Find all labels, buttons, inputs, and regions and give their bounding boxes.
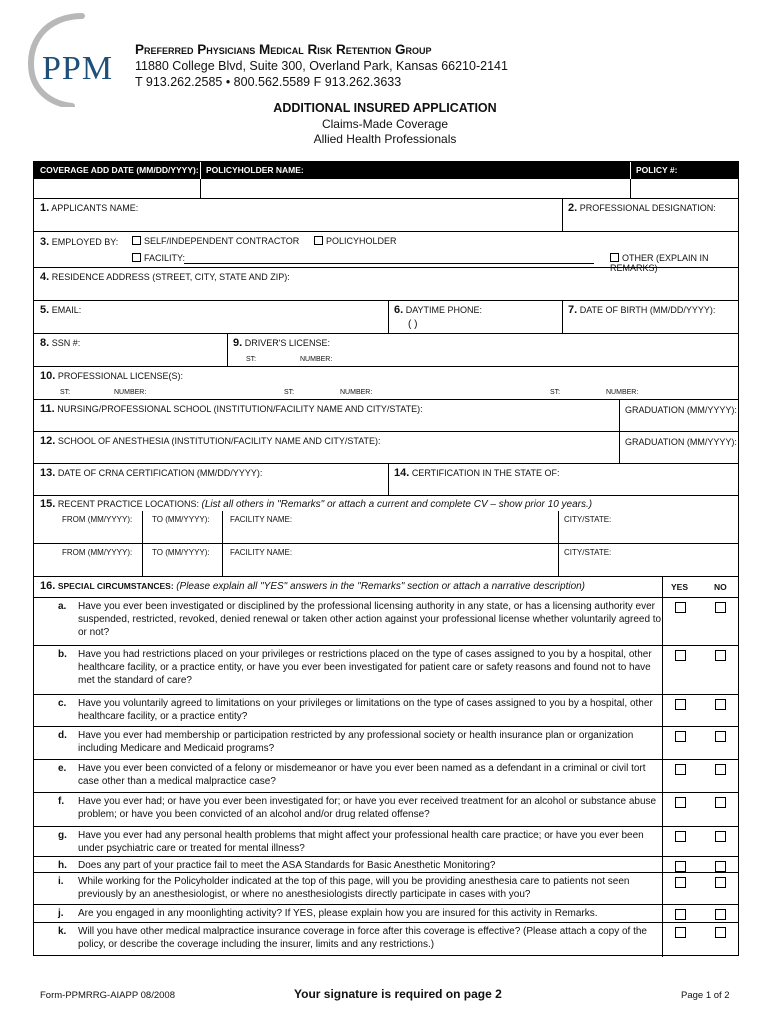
- dob-label: DATE OF BIRTH (MM/DD/YYYY):: [579, 305, 716, 315]
- nursing-school-label: NURSING/PROFESSIONAL SCHOOL (INSTITUTION/FACILITY NAME AND CITY/STATE):: [57, 404, 423, 414]
- org-address: 11880 College Blvd, Suite 300, Overland Park, Kansas 66210-2141: [135, 59, 508, 73]
- cert-state-label: CERTIFICATION IN THE STATE OF:: [411, 468, 560, 478]
- question-row: [34, 856, 738, 872]
- drivers-license-label: DRIVER'S LICENSE:: [244, 338, 330, 348]
- special-circumstances-note: (Please explain all "YES" answers in the "Remarks" section or attach a narrative description): [176, 581, 586, 592]
- policy-number-label: POLICY #:: [636, 165, 678, 175]
- question-row: [34, 726, 738, 759]
- row-1-2[interactable]: 1. APPLICANTS NAME: 2. PROFESSIONAL DESIGNATION:: [34, 198, 738, 231]
- question-text: Have you ever had membership or participation restricted by any professional society or health insurance plan or organization including Medicare and Medicaid programs?: [78, 730, 634, 754]
- question-letter: e.: [58, 763, 67, 774]
- professional-license-label: PROFESSIONAL LICENSE(S):: [57, 371, 184, 381]
- question-text: Have you ever had any personal health problems that might affect your professional health care practice; or have you ever been under psychiatric care or treated for mental illness?: [78, 830, 644, 854]
- org-phones: T 913.262.2585 • 800.562.5589 F 913.262.3633: [135, 75, 402, 89]
- no-checkbox[interactable]: [715, 699, 726, 710]
- email-label: EMAIL:: [51, 305, 82, 315]
- question-text: Are you engaged in any moonlighting activity? If YES, please explain how you are insured for this activity in Remarks.: [78, 908, 598, 919]
- yes-checkbox[interactable]: [675, 877, 686, 888]
- coverage-input-row[interactable]: [34, 179, 738, 198]
- no-checkbox[interactable]: [715, 861, 726, 872]
- row-10[interactable]: 10. PROFESSIONAL LICENSE(S): ST: NUMBER: ST: NUMBER: ST: NUMBER:: [34, 366, 738, 399]
- question-row: [34, 645, 738, 694]
- question-row: [34, 597, 738, 645]
- practice-location-row-2[interactable]: FROM (MM/YYYY): TO (MM/YYYY): FACILITY NAME: CITY/STATE:: [34, 543, 738, 576]
- question-letter: b.: [58, 649, 67, 660]
- no-checkbox[interactable]: [715, 877, 726, 888]
- question-text: Will you have other medical malpractice insurance coverage in force after this coverage is effective? (Please attach a copy of the policy, or describe the coverage including the insurer, limits and any restrictions.): [78, 926, 647, 950]
- self-contractor-checkbox[interactable]: [132, 236, 141, 245]
- yes-checkbox[interactable]: [675, 927, 686, 938]
- yes-header: YES: [671, 582, 689, 592]
- form-title: ADDITIONAL INSURED APPLICATION: [273, 101, 497, 115]
- question-row: [34, 759, 738, 792]
- letterhead: [22, 12, 752, 102]
- ppm-logo: PPM: [22, 12, 132, 107]
- yes-checkbox[interactable]: [675, 602, 686, 613]
- special-circumstances-label: SPECIAL CIRCUMSTANCES:: [57, 581, 174, 591]
- graduation-label-11: GRADUATION (MM/YYYY):: [625, 405, 737, 415]
- row-3: 3. EMPLOYED BY: SELF/INDEPENDENT CONTRACTOR POLICYHOLDER FACILITY: OTHER (EXPLAIN IN REMARKS): [34, 231, 738, 267]
- facility-field[interactable]: [184, 263, 594, 264]
- yes-checkbox[interactable]: [675, 764, 686, 775]
- designation-label: PROFESSIONAL DESIGNATION:: [579, 203, 716, 213]
- question-row: [34, 904, 738, 922]
- self-contractor-option[interactable]: SELF/INDEPENDENT CONTRACTOR: [132, 236, 299, 246]
- facility-checkbox[interactable]: [132, 253, 141, 262]
- question-letter: j.: [58, 908, 64, 919]
- no-checkbox[interactable]: [715, 797, 726, 808]
- question-text: Have you ever been investigated or disciplined by the professional licensing authority in any state, or has a licensing authority ever suspended, restricted, revoked, denied renewal or taken other action against your professional license whether voluntarily agreed to or not?: [78, 601, 662, 638]
- form-subtitle-2: Allied Health Professionals: [313, 132, 457, 146]
- question-letter: f.: [58, 796, 65, 807]
- yes-checkbox[interactable]: [675, 699, 686, 710]
- question-row: [34, 872, 738, 904]
- phone-area-code: ( ): [408, 319, 418, 330]
- no-checkbox[interactable]: [715, 731, 726, 742]
- yes-checkbox[interactable]: [675, 650, 686, 661]
- no-checkbox[interactable]: [715, 650, 726, 661]
- question-letter: h.: [58, 860, 67, 871]
- no-header: NO: [714, 582, 727, 592]
- application-form: [33, 161, 739, 956]
- row-13-14[interactable]: 13. DATE OF CRNA CERTIFICATION (MM/DD/YYYY): 14. CERTIFICATION IN THE STATE OF:: [34, 463, 738, 495]
- question-text: While working for the Policyholder indicated at the top of this page, will you be providing anesthesia care to patients not seen previously by an anesthesiologist, or where no anesthesiologists directly participate in cases with you?: [78, 876, 630, 900]
- org-name: Preferred Physicians Medical Risk Retention Group: [135, 42, 432, 57]
- form-subtitle-1: Claims-Made Coverage: [321, 117, 449, 131]
- question-row: [34, 826, 738, 856]
- row-8-9[interactable]: 8. SSN #: 9. DRIVER'S LICENSE: ST: NUMBER:: [34, 333, 738, 366]
- row-12[interactable]: 12. SCHOOL OF ANESTHESIA (INSTITUTION/FACILITY NAME AND CITY/STATE): GRADUATION (MM/YYYY):: [34, 431, 738, 463]
- question-text: Have you voluntarily agreed to limitations on your privileges or limitations on the type of cases assigned to you by a hospital, other healthcare facility, or a practice entity?: [78, 698, 653, 722]
- policyholder-label: POLICYHOLDER NAME:: [206, 165, 304, 175]
- signature-notice: Your signature is required on page 2: [294, 987, 502, 1001]
- other-option[interactable]: OTHER (EXPLAIN IN REMARKS): [610, 253, 709, 273]
- no-checkbox[interactable]: [715, 764, 726, 775]
- crna-cert-label: DATE OF CRNA CERTIFICATION (MM/DD/YYYY):: [57, 468, 263, 478]
- no-checkbox[interactable]: [715, 909, 726, 920]
- no-checkbox[interactable]: [715, 831, 726, 842]
- question-text: Does any part of your practice fail to meet the ASA Standards for Basic Anesthetic Monitoring?: [78, 860, 496, 871]
- question-text: Have you had restrictions placed on your privileges or restrictions placed on the type of cases assigned to you by a hospital, other healthcare facility, or a practice entity, or have you ever been investigated for patient care or safety reasons and found not to have met the standard of care?: [78, 649, 652, 686]
- question-row: [34, 922, 738, 958]
- question-letter: g.: [58, 830, 67, 841]
- daytime-phone-label: DAYTIME PHONE:: [405, 305, 483, 315]
- question-letter: d.: [58, 730, 67, 741]
- residence-label: RESIDENCE ADDRESS (STREET, CITY, STATE AND ZIP):: [51, 272, 290, 282]
- question-row: [34, 694, 738, 726]
- yes-checkbox[interactable]: [675, 831, 686, 842]
- question-letter: a.: [58, 601, 67, 612]
- yes-checkbox[interactable]: [675, 731, 686, 742]
- row-4[interactable]: 4. RESIDENCE ADDRESS (STREET, CITY, STATE AND ZIP):: [34, 267, 738, 300]
- applicant-name-label: APPLICANTS NAME:: [51, 203, 139, 213]
- question-row: [34, 792, 738, 826]
- yes-checkbox[interactable]: [675, 909, 686, 920]
- question-letter: i.: [58, 876, 64, 887]
- org-block: [135, 42, 508, 90]
- facility-option[interactable]: FACILITY:: [132, 253, 185, 263]
- anesthesia-school-label: SCHOOL OF ANESTHESIA (INSTITUTION/FACILITY NAME AND CITY/STATE):: [57, 436, 381, 446]
- practice-locations-note: (List all others in "Remarks" or attach a current and complete CV – show prior 10 years.): [201, 499, 593, 510]
- question-letter: k.: [58, 926, 67, 937]
- yes-checkbox[interactable]: [675, 861, 686, 872]
- ssn-label: SSN #:: [51, 338, 81, 348]
- yes-checkbox[interactable]: [675, 797, 686, 808]
- header-bar: [34, 162, 738, 179]
- employed-by-label: EMPLOYED BY:: [51, 237, 119, 247]
- question-letter: c.: [58, 698, 67, 709]
- no-checkbox[interactable]: [715, 602, 726, 613]
- practice-locations-label: RECENT PRACTICE LOCATIONS:: [57, 499, 199, 509]
- question-text: Have you ever been convicted of a felony or misdemeanor or have you ever been named as a defendant in a criminal or civil tort case other than a medical malpractice case?: [78, 763, 646, 787]
- page-number: Page 1 of 2: [681, 990, 730, 1001]
- row-5-7[interactable]: 5. EMAIL: 6. DAYTIME PHONE: ( ) 7. DATE OF BIRTH (MM/DD/YYYY):: [34, 300, 738, 333]
- policyholder-option[interactable]: POLICYHOLDER: [314, 236, 397, 246]
- row-15-header: 15. RECENT PRACTICE LOCATIONS: (List all others in "Remarks" or attach a current and complete CV – show prior 10 years.): [34, 495, 738, 511]
- row-11[interactable]: 11. NURSING/PROFESSIONAL SCHOOL (INSTITUTION/FACILITY NAME AND CITY/STATE): GRADUATION (MM/YYYY):: [34, 399, 738, 431]
- form-id: Form-PPMRRG-AIAPP 08/2008: [40, 990, 175, 1001]
- no-checkbox[interactable]: [715, 927, 726, 938]
- practice-location-row-1[interactable]: FROM (MM/YYYY): TO (MM/YYYY): FACILITY NAME: CITY/STATE:: [34, 511, 738, 543]
- policyholder-checkbox[interactable]: [314, 236, 323, 245]
- special-circumstances: 16. SPECIAL CIRCUMSTANCES: (Please explain all "YES" answers in the "Remarks" section or attach a narrative description) YES NO a. Have you ever been investigated or disciplined by the professional licensing authority in any state, or has a licensing authority ever suspended, restricted, revoked, denied renewal or taken other action against your professional license whether voluntarily agreed to or not? b. Have you had restrictions placed on your privileges or restrictions placed on the type of cases assigned to you by a hospital, other healthcare facility, or a practice entity, or have you ever been investigated for patient care or safety reasons and found not to have met the standard of care? c. Have you voluntarily agreed to limitations on your privileges or limitations on the type of cases assigned to you by a hospital, other healthcare facility, or a practice entity? d. Have you ever had membership or participation restricted by any professional society or health insurance plan or organization including Medicare and Medicaid programs? e. Have you ever been convicted of a felony or misdemeanor or have you ever been named as a defendant in a criminal or civil tort case other than a medical malpractice case? f. Have you ever had; or have you ever been investigated for; or have you ever received treatment for an alcohol or substance abuse problem; or have you been convicted of an alcohol and/or drug related offense? g. Have you ever had any personal health problems that might affect your professional health care practice; or have you ever been under psychiatric care or treated for mental illness? h. Does any part of your practice fail to meet the ASA Standards for Basic Anesthetic Monitoring? i. While working for the Policyholder indicated at the top of this page, will you be providing anesthesia care to patients not seen previously by an anesthesiologist, or where no anesthesiologists directly participate in cases with you? j. Are you engaged in any moonlighting activity? If YES, please explain how you are insured for this activity in Remarks. k. Will you have other medical malpractice insurance coverage in force after this coverage is effective? (Please attach a copy of the policy, or describe the coverage including the insurer, limits and any restrictions.): [34, 576, 738, 957]
- question-text: Have you ever had; or have you ever been investigated for; or have you ever received treatment for an alcohol or substance abuse problem; or have you been convicted of an alcohol and/or drug related offense?: [78, 796, 657, 820]
- coverage-date-label: COVERAGE ADD DATE (MM/DD/YYYY):: [40, 165, 199, 175]
- other-checkbox[interactable]: [610, 253, 619, 262]
- graduation-label-12: GRADUATION (MM/YYYY):: [625, 437, 737, 447]
